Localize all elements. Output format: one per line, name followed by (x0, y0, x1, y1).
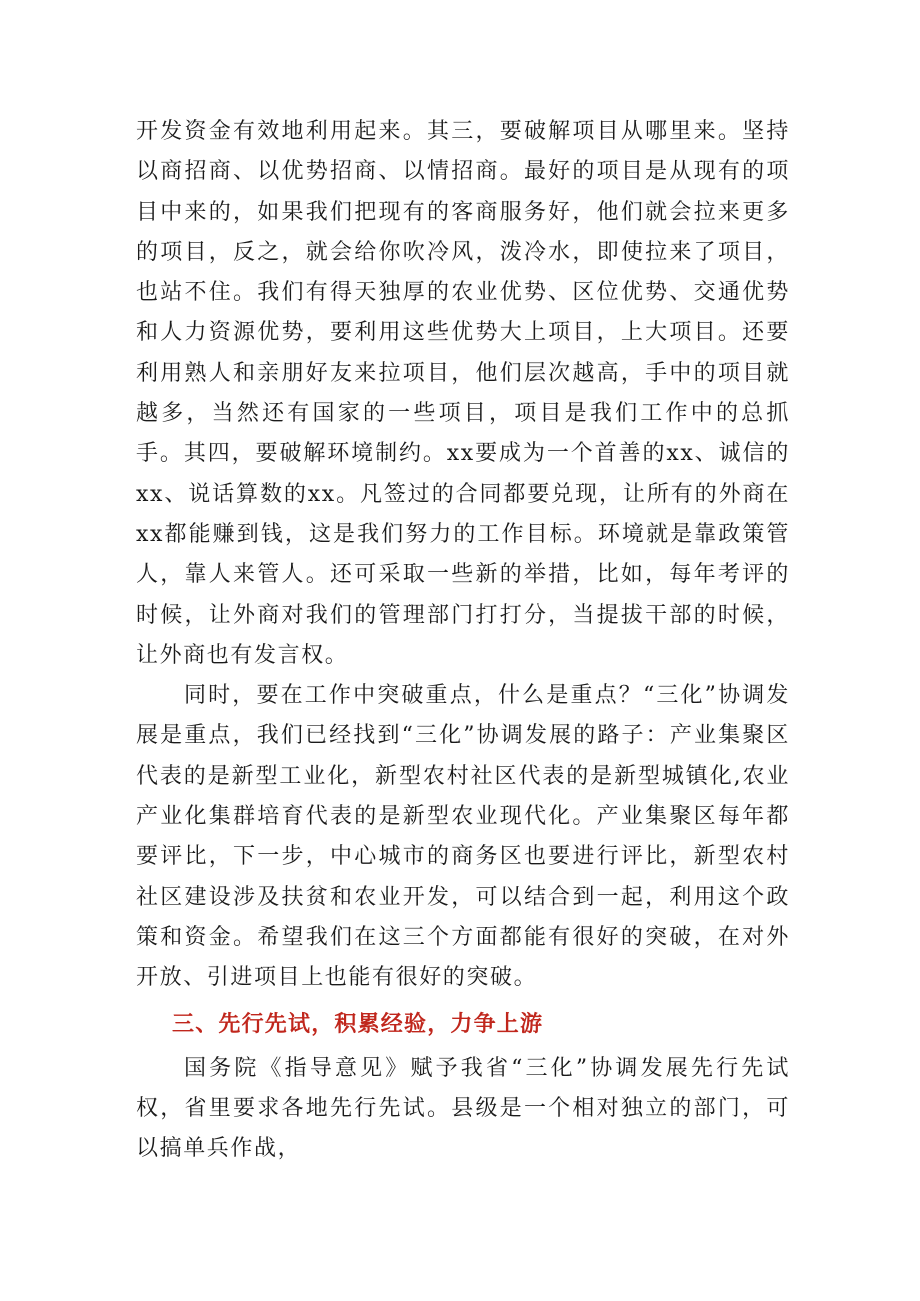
section-heading: 三、先行先试，积累经验，力争上游 (172, 1011, 544, 1037)
paragraph-key-breakthrough: 同时，要在工作中突破重点，什么是重点？“三化”协调发展是重点，我们已经找到“三化”协调发展的路子：产业集聚区代表的是新型工业化，新型农村社区代表的是新型城镇化,农业产业化集群培育代表的是新型农业现代化。产业集聚区每年都要评比，下一步，中心城市的商务区也要进行评比，新型农村社区建设涉及扶贫和农业开发，可以结合到一起，利用这个政策和资金。希望我们在这三个方面都能有很好的突破，在对外开放、引进项目上也能有很好的突破。 (136, 683, 790, 991)
paragraph-pilot-trial: 国务院《指导意见》赋予我省“三化”协调发展先行先试权，省里要求各地先行先试。县级是一个相对独立的部门，可以搞单兵作战， (136, 1055, 790, 1162)
paragraph-continuation: 开发资金有效地利用起来。其三，要破解项目从哪里来。坚持以商招商、以优势招商、以情招商。最好的项目是从现有的项目中来的，如果我们把现有的客商服务好，他们就会拉来更多的项目，反之，就会给你吹冷风，泼冷水，即使拉来了项目，也站不住。我们有得天独厚的农业优势、区位优势、交通优势和人力资源优势，要利用这些优势大上项目，上大项目。还要利用熟人和亲朋好友来拉项目，他们层次越高，手中的项目就越多，当然还有国家的一些项目，项目是我们工作中的总抓手。其四，要破解环境制约。xx要成为一个首善的xx、诚信的xx、说话算数的xx。凡签过的合同都要兑现，让所有的外商在xx都能赚到钱，这是我们努力的工作目标。环境就是靠政策管人，靠人来管人。还可采取一些新的举措，比如，每年考评的时候，让外商对我们的管理部门打打分，当提拔干部的时候，让外商也有发言权。 (136, 119, 790, 668)
document-body (136, 112, 790, 1169)
